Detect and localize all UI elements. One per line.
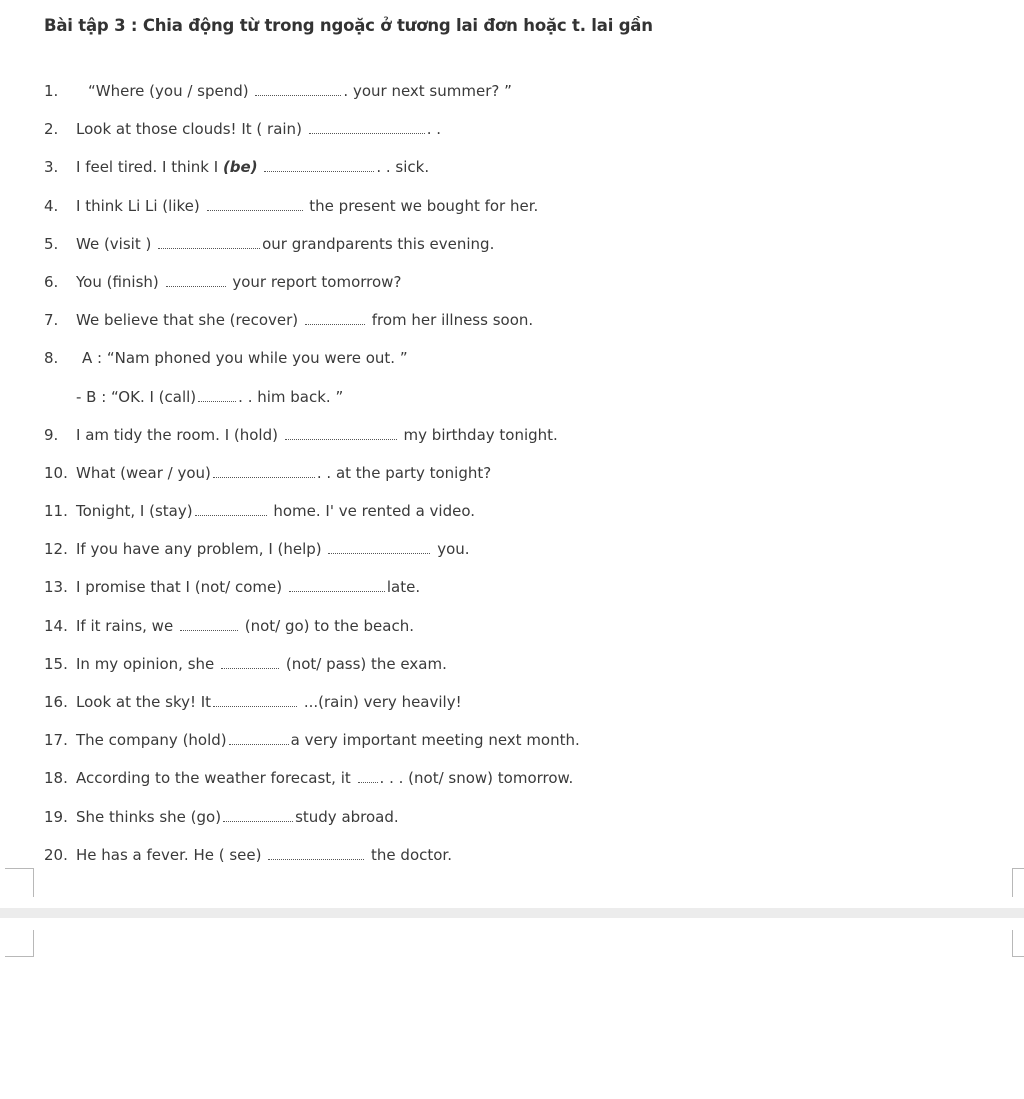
item-number: 7.: [44, 311, 59, 330]
exercise-list: [0, 82, 1024, 884]
list-item: [0, 617, 1024, 655]
item-text: Look at the sky! It ...(rain) very heavily!: [76, 693, 462, 711]
item-text: He has a fever. He ( see) the doctor.: [76, 845, 452, 864]
list-item: [0, 388, 1024, 426]
item-text: I feel tired. I think I (be) . . sick.: [76, 158, 430, 177]
item-text: We (visit ) our grandparents this evening.: [76, 234, 495, 253]
item-number: 4.: [44, 196, 59, 215]
list-item: [0, 731, 1024, 769]
item-text: What (wear / you) . . at the party tonight?: [76, 463, 492, 482]
item-text: - B : “OK. I (call) . . him back. ”: [76, 387, 344, 406]
item-number: 18.: [44, 769, 68, 788]
item-text: If it rains, we (not/ go) to the beach.: [76, 616, 414, 635]
item-text: She thinks she (go) study abroad.: [76, 807, 399, 826]
page-corner-mark: [5, 868, 34, 897]
page-corner-mark: [1012, 868, 1024, 897]
list-item: [0, 158, 1024, 196]
item-text: I think Li Li (like) the present we bought for her.: [76, 196, 539, 215]
item-text: A : “Nam phoned you while you were out. ”: [82, 349, 408, 368]
item-number: 9.: [44, 425, 59, 444]
item-number: 13.: [44, 578, 68, 597]
item-number: 10.: [44, 463, 68, 482]
item-text: I promise that I (not/ come) late.: [76, 578, 421, 597]
list-item: [0, 578, 1024, 616]
item-text: Look at those clouds! It ( rain) . .: [76, 120, 442, 139]
item-text: The company (hold) a very important meeting next month.: [76, 731, 580, 750]
item-number: 5.: [44, 234, 59, 253]
item-number: 16.: [44, 693, 68, 711]
item-text: We believe that she (recover) from her illness soon.: [76, 311, 534, 330]
item-number: 2.: [44, 120, 59, 139]
item-number: 8.: [44, 349, 59, 368]
list-item: [0, 235, 1024, 273]
item-text: You (finish) your report tomorrow?: [76, 272, 402, 291]
list-item: [0, 120, 1024, 158]
page-corner-mark: [1012, 930, 1024, 957]
list-item: [0, 273, 1024, 311]
item-number: 3.: [44, 158, 59, 177]
list-item: [0, 311, 1024, 349]
item-text: According to the weather forecast, it . . . (not/ snow) tomorrow.: [76, 769, 574, 788]
item-text: In my opinion, she (not/ pass) the exam.: [76, 654, 447, 673]
item-number: 15.: [44, 654, 68, 673]
item-number: 19.: [44, 807, 68, 826]
list-item: [0, 349, 1024, 387]
list-item: [0, 808, 1024, 846]
item-text: If you have any problem, I (help) you.: [76, 540, 470, 559]
list-item: [0, 502, 1024, 540]
item-number: 17.: [44, 731, 68, 750]
item-number: 12.: [44, 540, 68, 559]
document-page-2: [0, 918, 1024, 1099]
page-corner-mark: [5, 930, 34, 957]
item-number: 14.: [44, 616, 68, 635]
list-item: [0, 426, 1024, 464]
list-item: [0, 769, 1024, 807]
item-number: 6.: [44, 272, 59, 291]
list-item: [0, 693, 1024, 731]
item-text: Tonight, I (stay) home. I' ve rented a video.: [76, 502, 476, 521]
item-number: 11.: [44, 502, 68, 521]
list-item: [0, 82, 1024, 120]
list-item: [0, 197, 1024, 235]
exercise-title: Bài tập 3 : Chia động từ trong ngoặc ở tương lai đơn hoặc t. lai gần: [44, 16, 653, 35]
list-item: [0, 540, 1024, 578]
item-number: 1.: [44, 82, 59, 100]
page-separator: [0, 908, 1024, 918]
list-item: [0, 464, 1024, 502]
list-item: [0, 846, 1024, 884]
item-text: “Where (you / spend) . your next summer? ”: [88, 82, 512, 100]
item-number: 20.: [44, 845, 68, 864]
list-item: [0, 655, 1024, 693]
item-text: I am tidy the room. I (hold) my birthday tonight.: [76, 425, 558, 444]
